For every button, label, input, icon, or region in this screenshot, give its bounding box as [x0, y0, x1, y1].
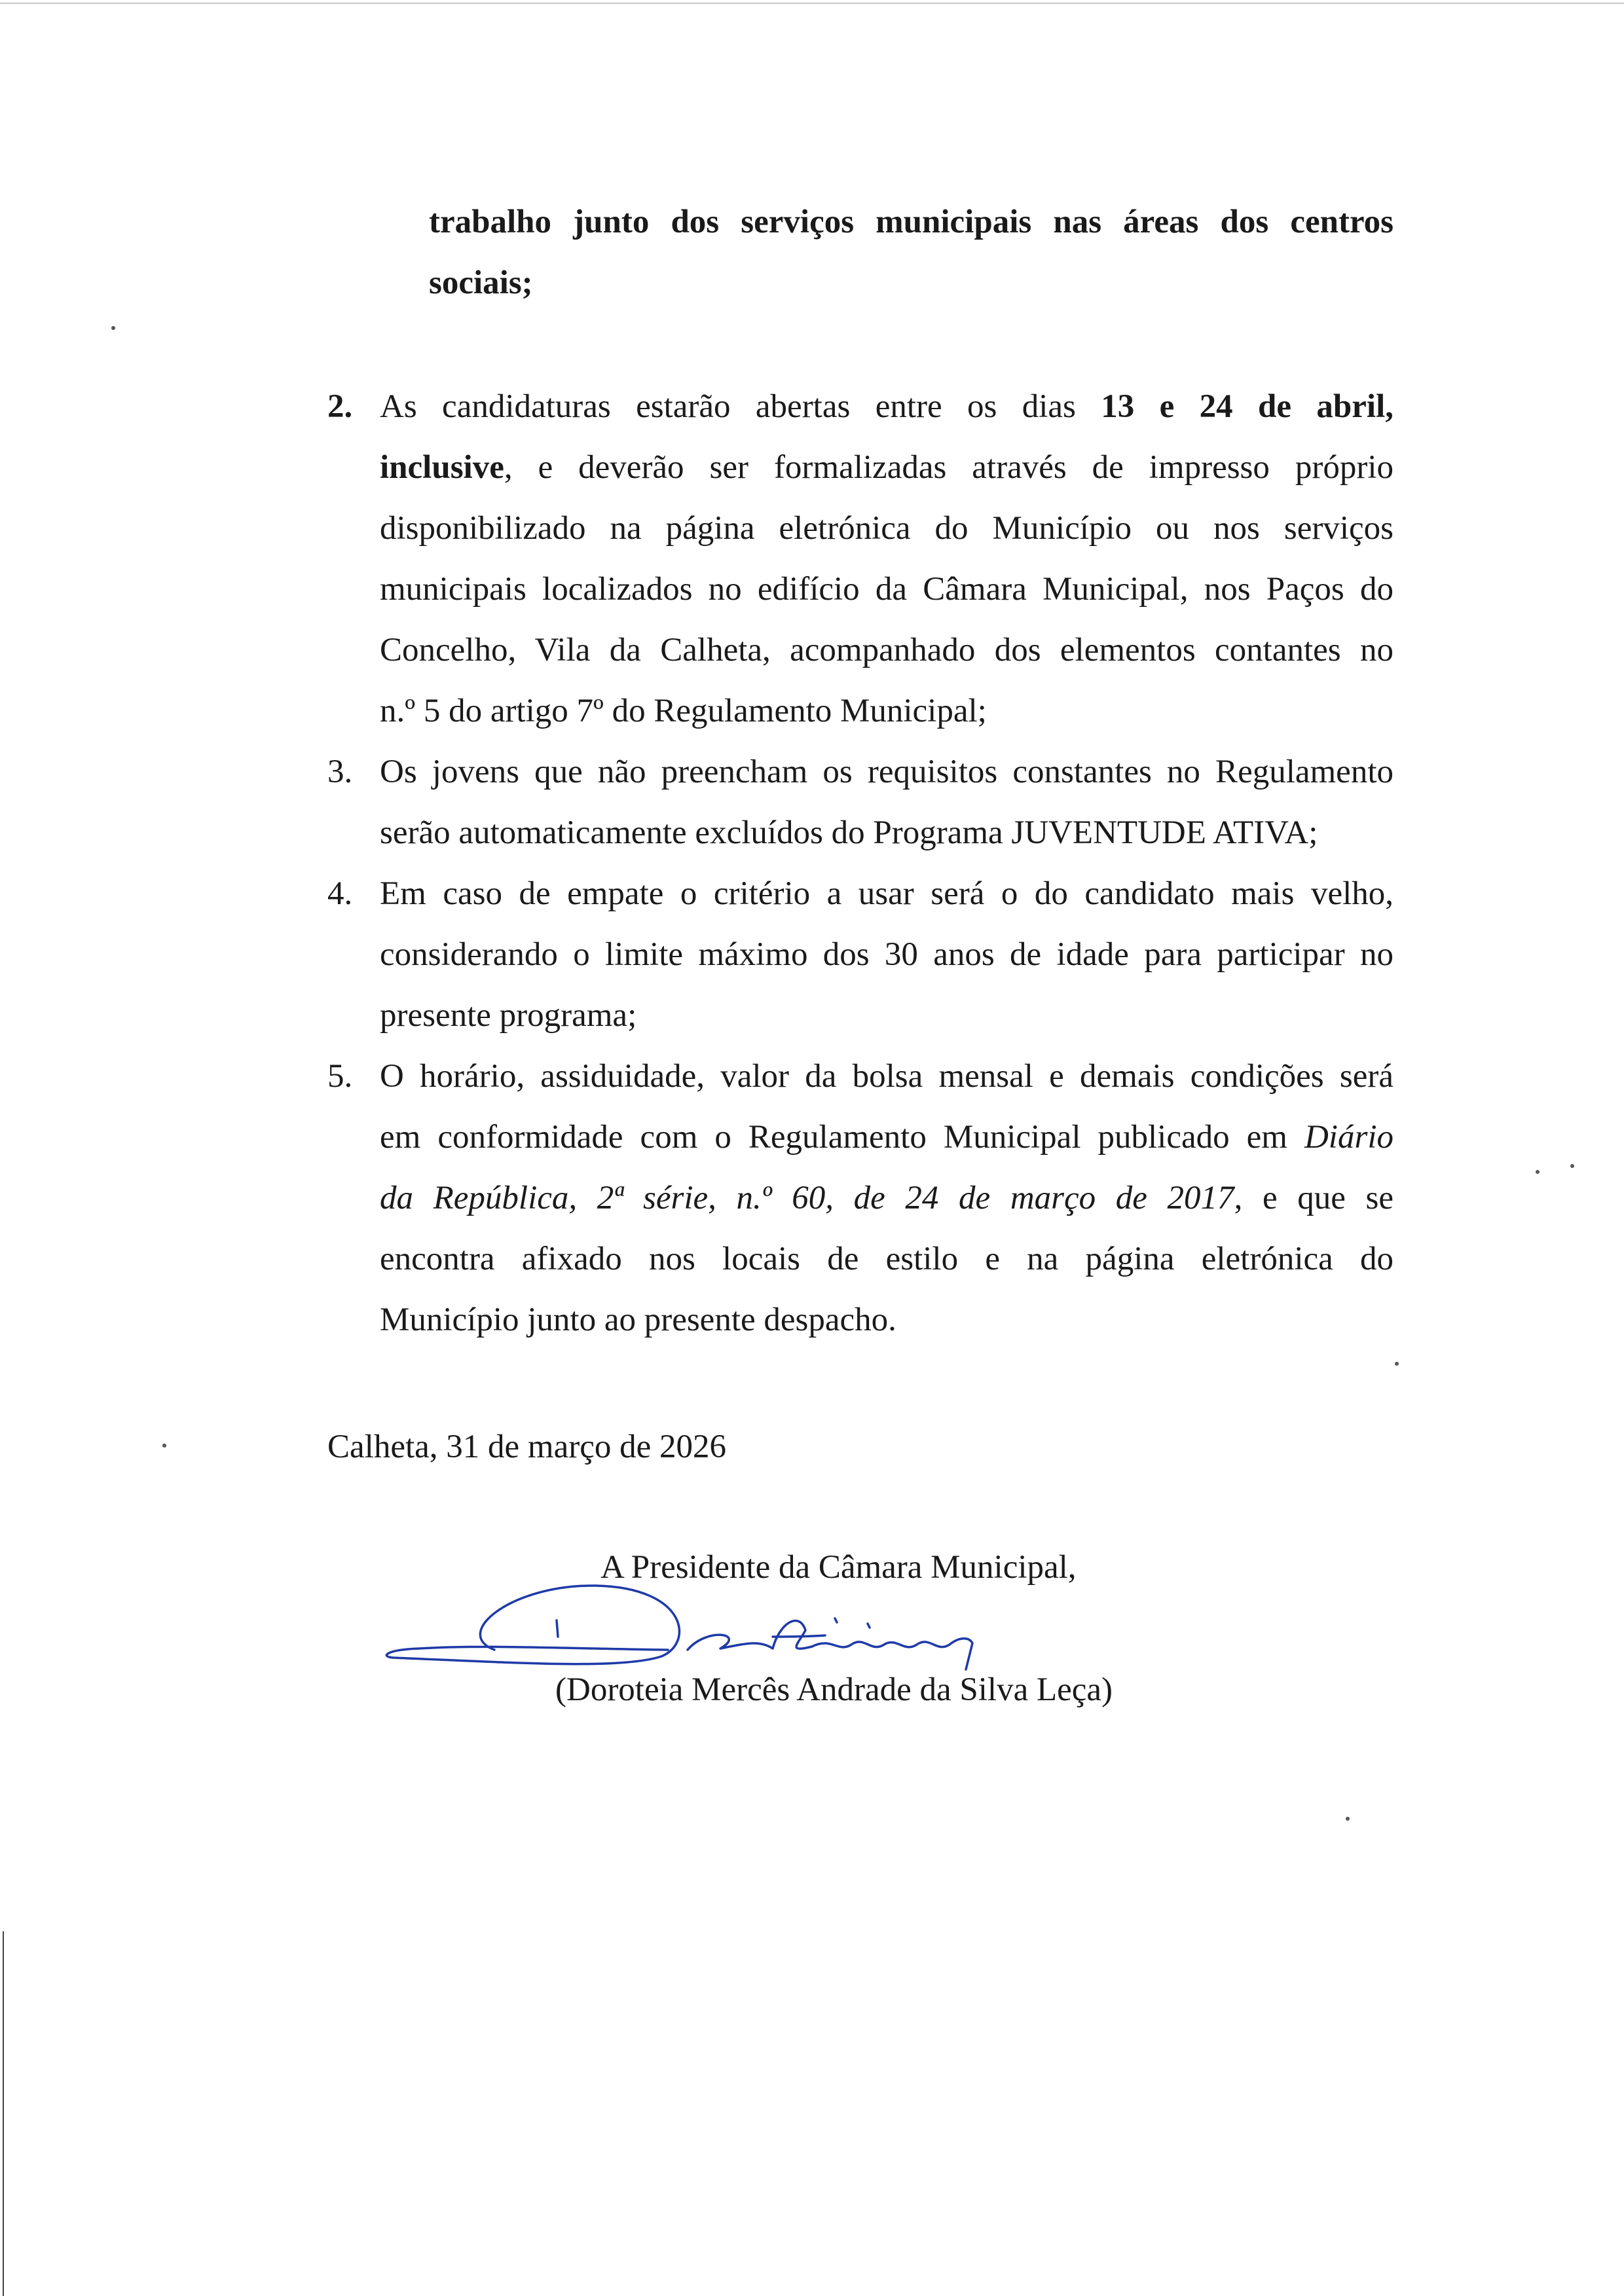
item-2-line-6: n.º 5 do artigo 7º do Regulamento Municipal; [380, 693, 987, 729]
scan-speckle [162, 1444, 166, 1448]
item-4-body [380, 864, 1393, 1046]
item-5-body [380, 1046, 1393, 1351]
item-2-number: 2. [327, 388, 353, 425]
item-5-line-4: encontra afixado nos locais de estilo e na página eletrónica do [380, 1241, 1393, 1277]
place-date: Calheta, 31 de março de 2026 [327, 1429, 726, 1465]
signature-stroke-2 [557, 1620, 558, 1637]
scan-speckle [1395, 1362, 1399, 1366]
item-1-continuation [429, 192, 1393, 314]
item-2-line-3: disponibilizado na página eletrónica do Município ou nos serviços [380, 510, 1393, 547]
scan-edge-left [3, 1931, 4, 2296]
scan-speckle [1536, 1170, 1540, 1174]
item-3-line-1: Os jovens que não preencham os requisitos constantes no Regulamento [380, 754, 1393, 790]
scan-speckle [1570, 1164, 1574, 1168]
scan-edge-top [0, 3, 1624, 4]
item-2-line-2: inclusive, e deverão ser formalizadas através de impresso próprio [380, 449, 1393, 486]
item-4-number: 4. [327, 875, 353, 912]
item-3-number: 3. [327, 754, 353, 790]
item-4-line-2: considerando o limite máximo dos 30 anos de idade para participar no [380, 936, 1393, 973]
signatory-title: A Presidente da Câmara Municipal, [600, 1549, 1077, 1586]
item-5-line-3: da República, 2ª série, n.º 60, de 24 de março de 2017, e que se [380, 1180, 1393, 1216]
scan-speckle [1346, 1817, 1350, 1821]
item-2-body [380, 376, 1393, 742]
signature-stroke-6 [868, 1624, 870, 1628]
item-5-line-5: Município junto ao presente despacho. [380, 1302, 896, 1338]
signature-stroke-4 [773, 1635, 825, 1637]
item-4-line-3: presente programa; [380, 997, 637, 1034]
signature-stroke-5 [835, 1618, 837, 1622]
signature-stroke-1 [386, 1586, 679, 1664]
item-5-line-1: O horário, assiduidade, valor da bolsa mensal e demais condições será [380, 1058, 1393, 1095]
item-2-line-4: municipais localizados no edifício da Câmara Municipal, nos Paços do [380, 571, 1393, 608]
item-5-line-2: em conformidade com o Regulamento Municipal publicado em Diário [380, 1119, 1393, 1156]
continuation-line-2: sociais; [429, 264, 533, 301]
item-4-line-1: Em caso de empate o critério a usar será o do candidato mais velho, [380, 875, 1393, 912]
item-2-line-1: As candidaturas estarão abertas entre os dias 13 e 24 de abril, [380, 388, 1393, 425]
item-5-number: 5. [327, 1058, 353, 1095]
scan-speckle [111, 326, 115, 330]
continuation-line-1: trabalho junto dos serviços municipais nas áreas dos centros [429, 204, 1393, 240]
item-3-body [380, 742, 1393, 864]
signatory-name: (Doroteia Mercês Andrade da Silva Leça) [555, 1671, 1113, 1708]
item-2-line-5: Concelho, Vila da Calheta, acompanhado dos elementos contantes no [380, 632, 1393, 668]
item-3-line-2: serão automaticamente excluídos do Programa JUVENTUDE ATIVA; [380, 814, 1318, 851]
